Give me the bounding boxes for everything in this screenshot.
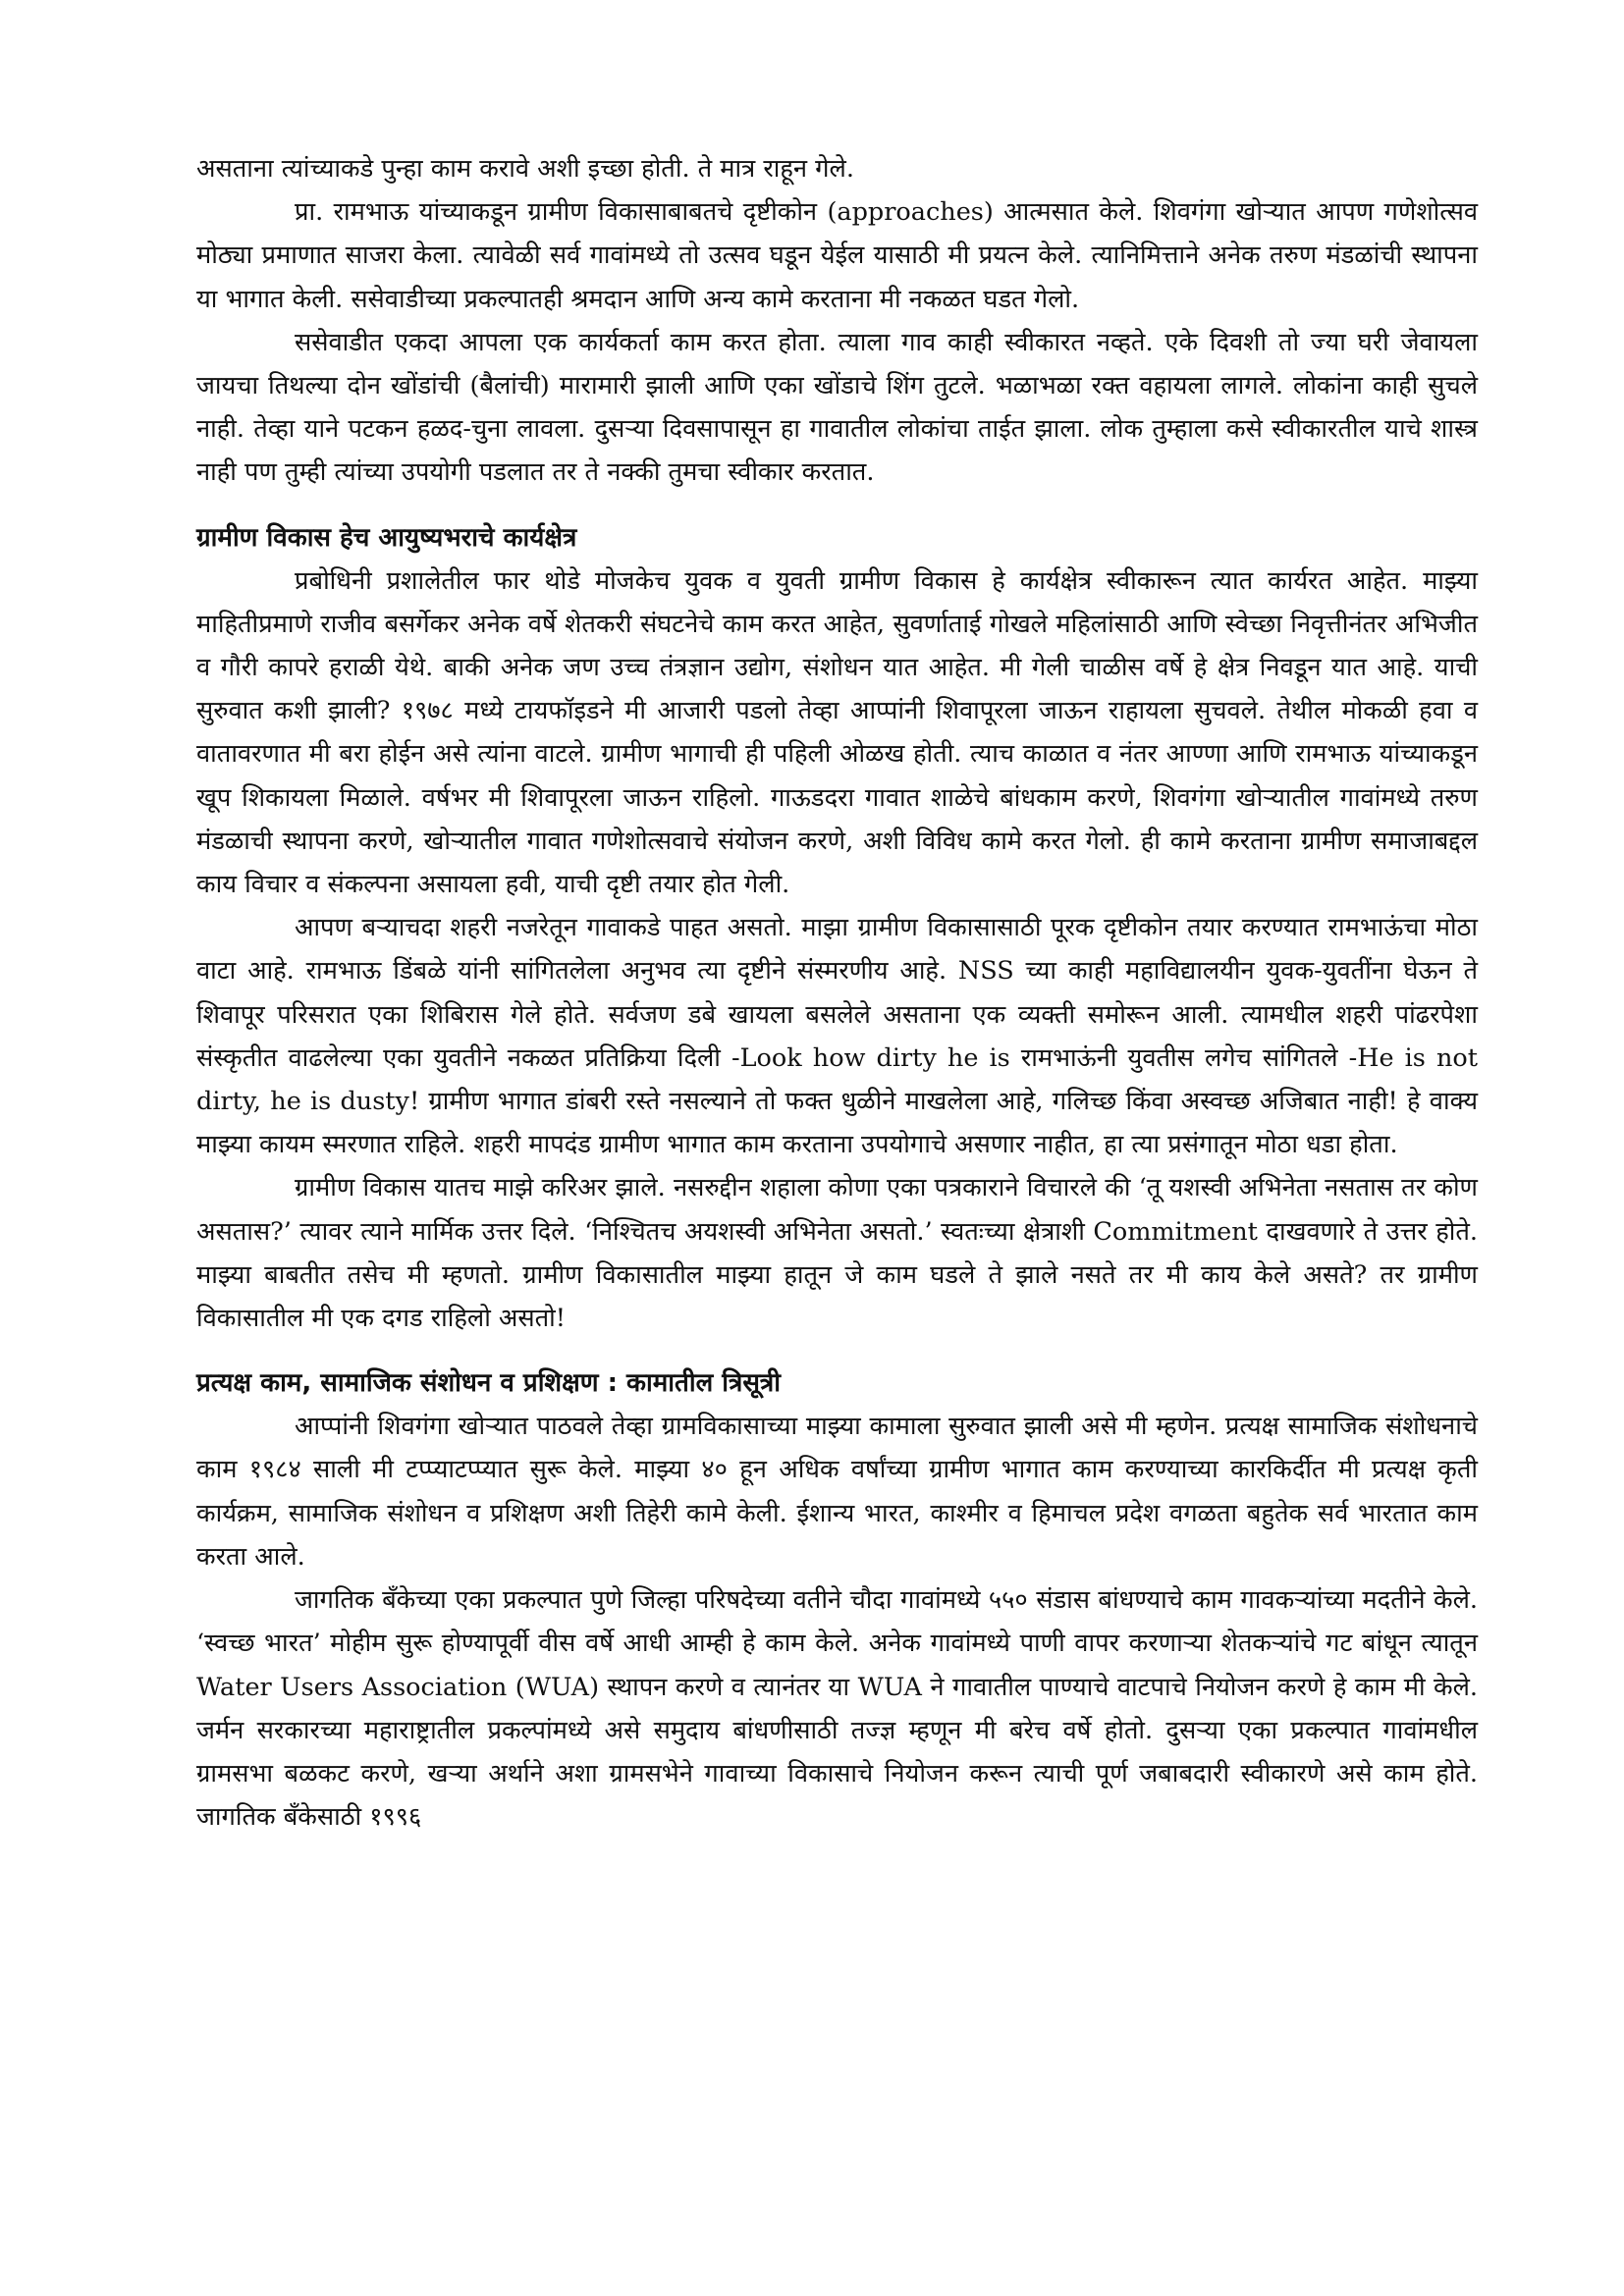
section-heading-work-research-training: प्रत्यक्ष काम, सामाजिक संशोधन व प्रशिक्षण : कामातील त्रिसूत्री — [196, 1368, 782, 1399]
section2-paragraph-2: जागतिक बँकेच्या एका प्रकल्पात पुणे जिल्हा परिषदेच्या वतीने चौदा गावांमध्ये ५५० संडास बांधण्याचे काम गावकऱ्यांच्या मदतीने केले. ‘स्वच्छ भारत’ मोहीम सुरू होण्यापूर्वी वीस वर्षे आधी आम्ही हे काम केले. अनेक गावांमध्ये पाणी वापर करणाऱ्या शेतकऱ्यांचे गट बांधून त्यातून Water Users Association (WUA) स्थापन करणे व त्यानंतर या WUA ने गावातील पाण्याचे वाटपाचे नियोजन करणे हे काम मी केले. जर्मन सरकारच्या महाराष्ट्रातील प्रकल्पांमध्ये असे समुदाय बांधणीसाठी तज्ज्ञ म्हणून मी बरेच वर्षे होतो. दुसऱ्या एका प्रकल्पात गावांमधील ग्रामसभा बळकट करणे, खऱ्या अर्थाने अशा ग्रामसभेने गावाच्या विकासाचे नियोजन करून त्याची पूर्ण जबाबदारी स्वीकारणे असे काम होते. जागतिक बँकेसाठी १९९६ — [196, 1585, 1478, 1833]
section2-paragraph-1: आप्पांनी शिवगंगा खोऱ्यात पाठवले तेव्हा ग्रामविकासाच्या माझ्या कामाला सुरुवात झाली असे मी म्हणेन. प्रत्यक्ष सामाजिक संशोधनाचे काम १९८४ साली मी टप्प्याटप्प्यात सुरू केले. माझ्या ४० हून अधिक वर्षांच्या ग्रामीण भागात काम करण्याच्या कारकिर्दीत मी प्रत्यक्ष कृती कार्यक्रम, सामाजिक संशोधन व प्रशिक्षण अशी तिहेरी कामे केली. ईशान्य भारत, काश्मीर व हिमाचल प्रदेश वगळता बहुतेक सर्व भारतात काम करता आले. — [196, 1412, 1478, 1572]
section1-paragraph-2: आपण बऱ्याचदा शहरी नजरेतून गावाकडे पाहत असतो. माझा ग्रामीण विकासासाठी पूरक दृष्टीकोन तयार करण्यात रामभाऊंचा मोठा वाटा आहे. रामभाऊ डिंबळे यांनी सांगितलेला अनुभव त्या दृष्टीने संस्मरणीय आहे. NSS च्या काही महाविद्यालयीन युवक-युवतींना घेऊन ते शिवापूर परिसरात एका शिबिरास गेले होते. सर्वजण डबे खायला बसलेले असताना एक व्यक्ती समोरून आली. त्यामधील शहरी पांढरपेशा संस्कृतीत वाढलेल्या एका युवतीने नकळत प्रतिक्रिया दिली -Look how dirty he is रामभाऊंनी युवतीस लगेच सांगितले -He is not dirty, he is dusty! ग्रामीण भागात डांबरी रस्ते नसल्याने तो फक्त धुळीने माखलेला आहे, गलिच्छ किंवा अस्वच्छ अजिबात नाही! हे वाक्य माझ्या कायम स्मरणात राहिले. शहरी मापदंड ग्रामीण भागात काम करताना उपयोगाचे असणार नाहीत, हा त्या प्रसंगातून मोठा धडा होता. — [196, 913, 1478, 1160]
intro-paragraph-3: ससेवाडीत एकदा आपला एक कार्यकर्ता काम करत होता. त्याला गाव काही स्वीकारत नव्हते. एके दिवशी तो ज्या घरी जेवायला जायचा तिथल्या दोन खोंडांची (बैलांची) मारामारी झाली आणि एका खोंडाचे शिंग तुटले. भळाभळा रक्त वहायला लागले. लोकांना काही सुचले नाही. तेव्हा याने पटकन हळद-चुना लावला. दुसऱ्या दिवसापासून हा गावातील लोकांचा ताईत झाला. लोक तुम्हाला कसे स्वीकारतील याचे शास्त्र नाही पण तुम्ही त्यांच्या उपयोगी पडलात तर ते नक्की तुमचा स्वीकार करतात. — [196, 327, 1478, 488]
section1-paragraph-3: ग्रामीण विकास यातच माझे करिअर झाले. नसरुद्दीन शहाला कोणा एका पत्रकाराने विचारले की ‘तू यशस्वी अभिनेता नसतास तर कोण असतास?’ त्यावर त्याने मार्मिक उत्तर दिले. ‘निश्चितच अयशस्वी अभिनेता असतो.’ स्वतःच्या क्षेत्राशी Commitment दाखवणारे ते उत्तर होते. माझ्या बाबतीत तसेच मी म्हणतो. ग्रामीण विकासातील माझ्या हातून जे काम घडले ते झाले नसते तर मी काय केले असते? तर ग्रामीण विकासातील मी एक दगड राहिलो असतो! — [196, 1173, 1478, 1334]
intro-paragraph-2: प्रा. रामभाऊ यांच्याकडून ग्रामीण विकासाबाबतचे दृष्टीकोन (approaches) आत्मसात केले. शिवगंगा खोऱ्यात आपण गणेशोत्सव मोठ्या प्रमाणात साजरा केला. त्यावेळी सर्व गावांमध्ये तो उत्सव घडून येईल यासाठी मी प्रयत्न केले. त्यानिमित्ताने अनेक तरुण मंडळांची स्थापना या भागात केली. ससेवाडीच्या प्रकल्पातही श्रमदान आणि अन्य कामे करताना मी नकळत घडत गेलो. — [196, 197, 1478, 314]
intro-paragraph-1: असताना त्यांच्याकडे पुन्हा काम करावे अशी इच्छा होती. ते मात्र राहून गेले. — [196, 154, 854, 184]
section1-paragraph-1: प्रबोधिनी प्रशालेतील फार थोडे मोजकेच युवक व युवती ग्रामीण विकास हे कार्यक्षेत्र स्वीकारून त्यात कार्यरत आहेत. माझ्या माहितीप्रमाणे राजीव बसर्गेकर अनेक वर्षे शेतकरी संघटनेचे काम करत आहेत, सुवर्णाताई गोखले महिलांसाठी आणि स्वेच्छा निवृत्तीनंतर अभिजीत व गौरी कापरे हराळी येथे. बाकी अनेक जण उच्च तंत्रज्ञान उद्योग, संशोधन यात आहेत. मी गेली चाळीस वर्षे हे क्षेत्र निवडून यात आहे. याची सुरुवात कशी झाली? १९७८ मध्ये टायफॉइडने मी आजारी पडलो तेव्हा आप्पांनी शिवापूरला जाऊन राहायला सुचवले. तेथील मोकळी हवा व वातावरणात मी बरा होईन असे त्यांना वाटले. ग्रामीण भागाची ही पहिली ओळख होती. त्याच काळात व नंतर आण्णा आणि रामभाऊ यांच्याकडून खूप शिकायला मिळाले. वर्षभर मी शिवापूरला जाऊन राहिलो. गाऊडदरा गावात शाळेचे बांधकाम करणे, शिवगंगा खोऱ्यातील गावांमध्ये तरुण मंडळाची स्थापना करणे, खोऱ्यातील गावात गणेशोत्सवाचे संयोजन करणे, अशी विविध कामे करत गेलो. ही कामे करताना ग्रामीण समाजाबद्दल काय विचार व संकल्पना असायला हवी, याची दृष्टी तयार होत गेली. — [196, 565, 1478, 900]
section-heading-rural-development: ग्रामीण विकास हेच आयुष्यभराचे कार्यक्षेत्र — [196, 522, 577, 553]
document-page — [196, 147, 1478, 1839]
